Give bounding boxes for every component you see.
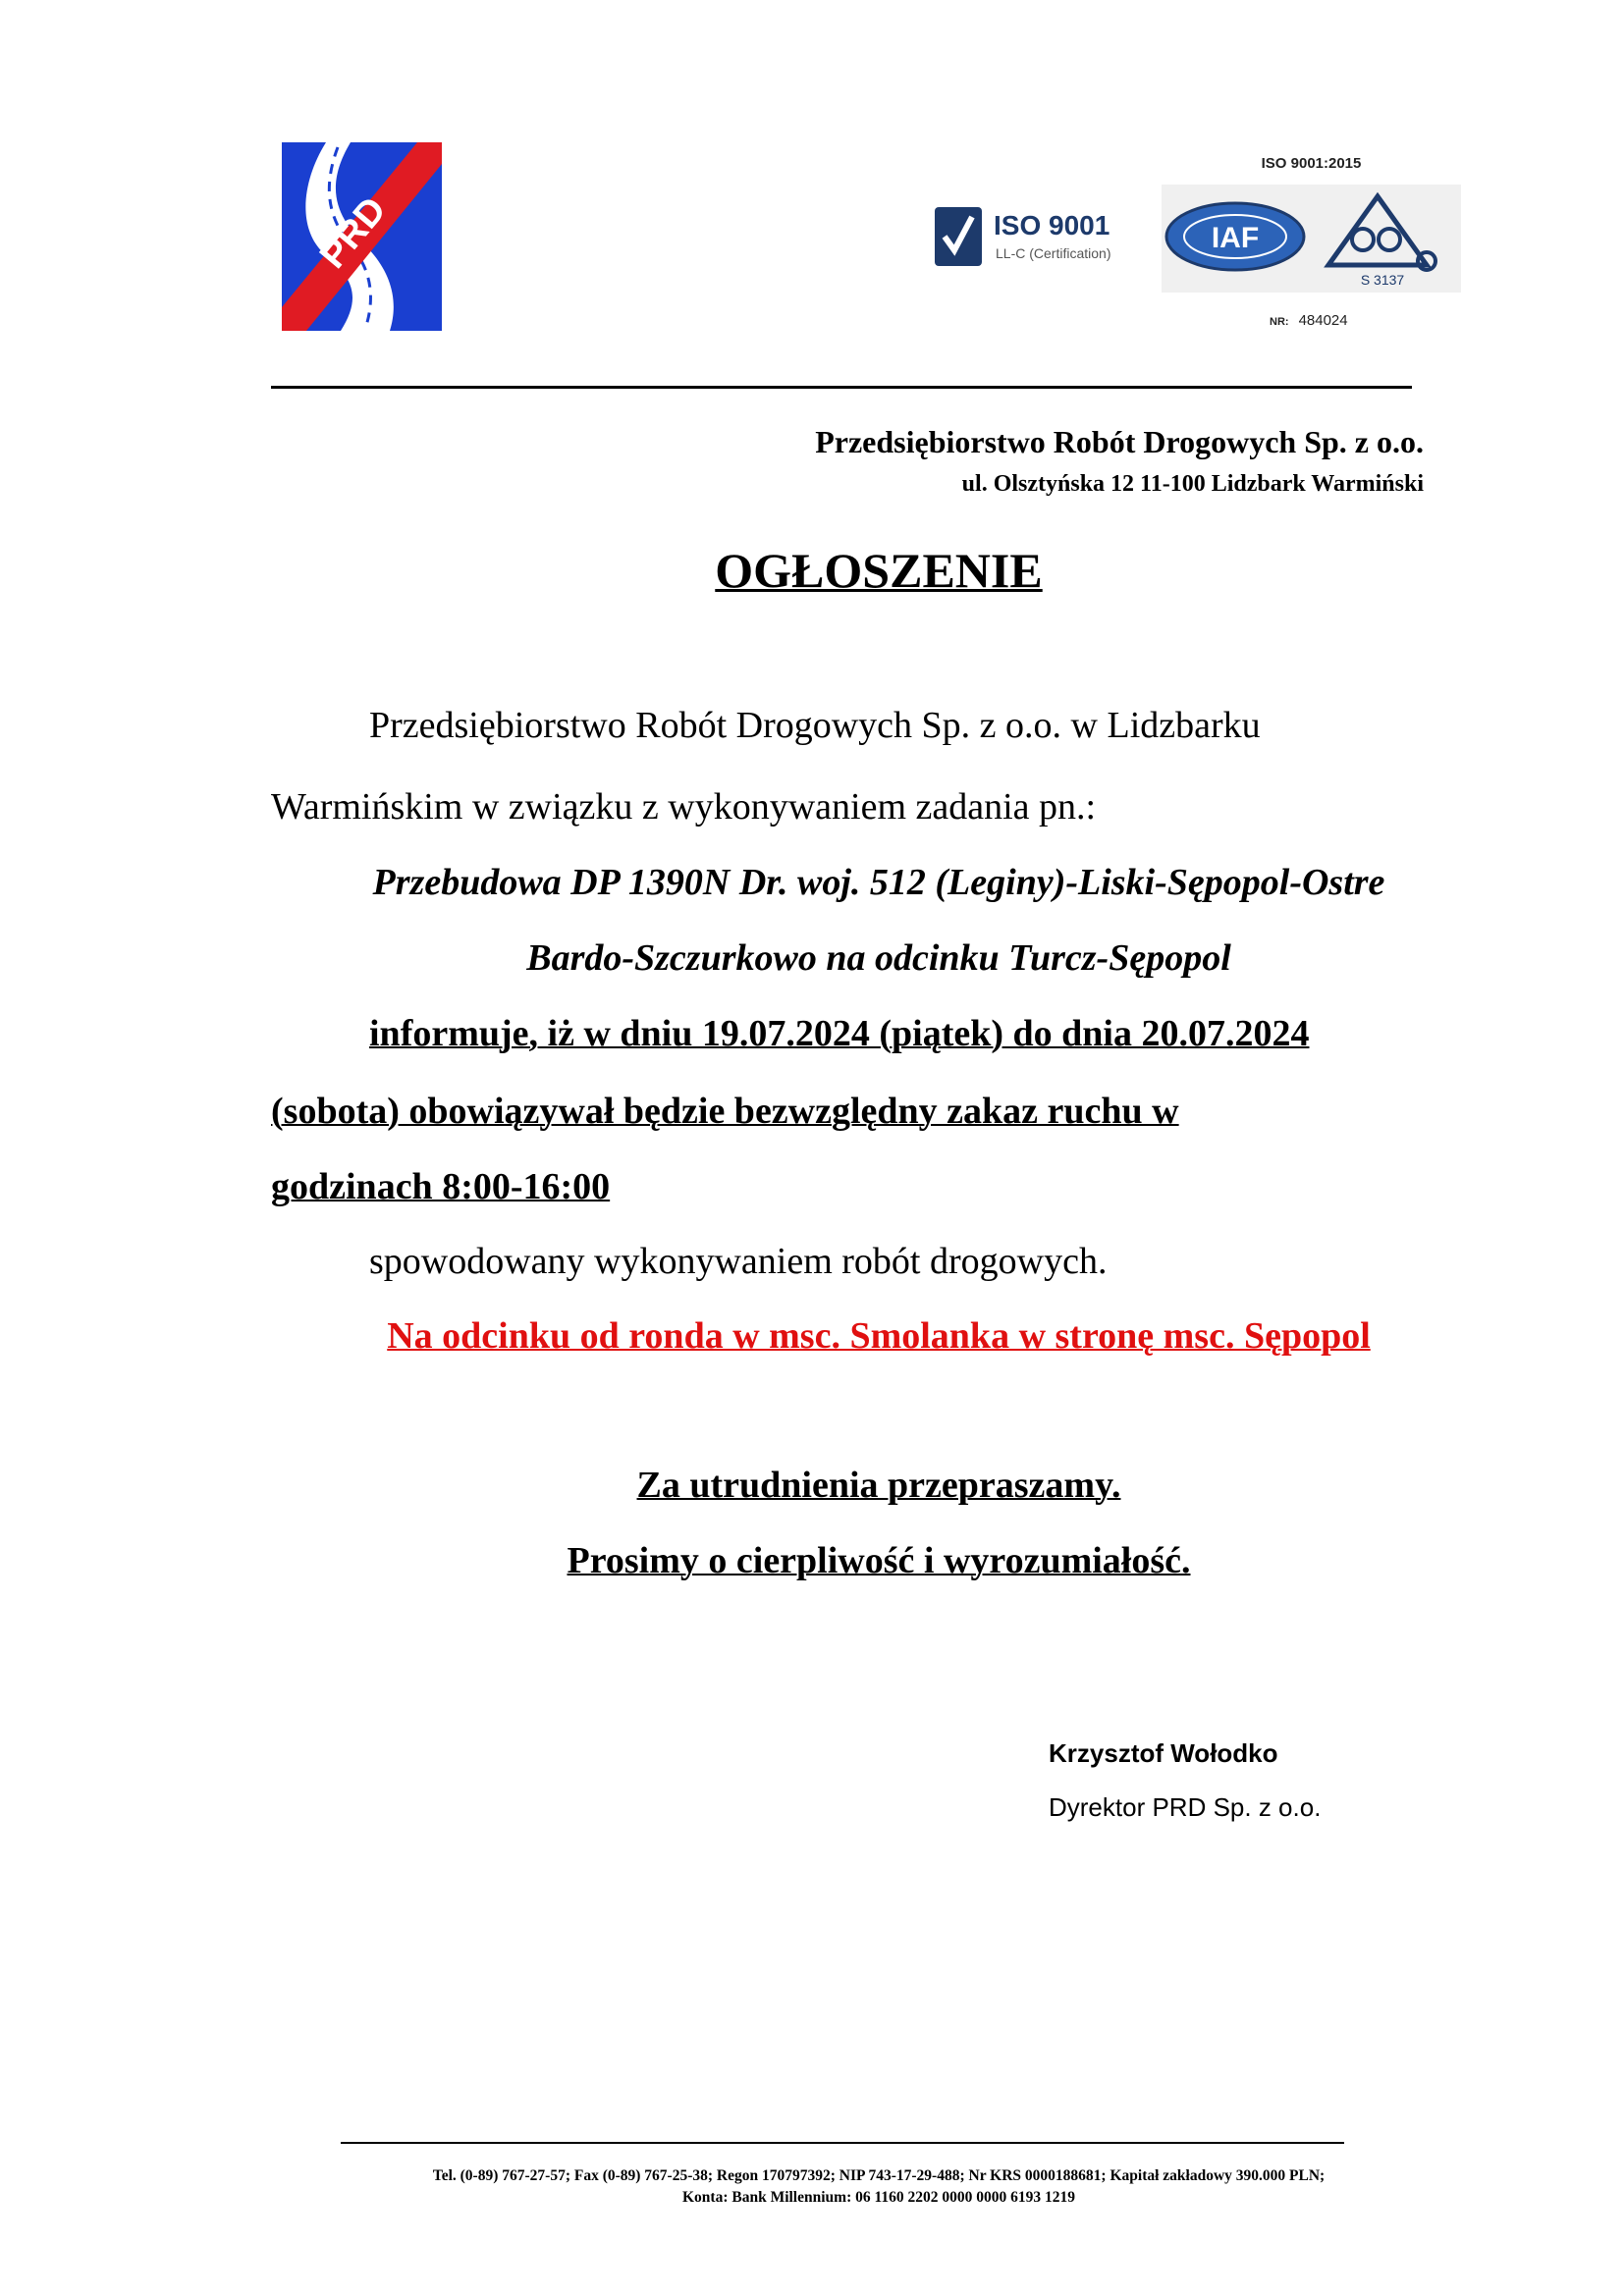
intro-line-1: Przedsiębiorstwo Robót Drogowych Sp. z o.o. w Lidzbarku xyxy=(369,705,1261,746)
page-title: OGŁOSZENIE xyxy=(715,543,1043,598)
task-name-line-2: Bardo-Szczurkowo na odcinku Turcz-Sępopol xyxy=(526,937,1231,979)
company-name: Przedsiębiorstwo Robót Drogowych Sp. z o.o. xyxy=(815,424,1424,459)
prd-logo xyxy=(282,142,442,331)
road-section-notice: Na odcinku od ronda w msc. Smolanka w stronę msc. Sępopol xyxy=(387,1315,1371,1357)
signatory-role: Dyrektor PRD Sp. z o.o. xyxy=(1049,1792,1322,1822)
certificate-value: 484024 xyxy=(1298,312,1348,329)
certificate-number xyxy=(1270,312,1348,329)
reason-text: spowodowany wykonywaniem robót drogowych. xyxy=(369,1241,1108,1282)
notice-line-2: (sobota) obowiązywał będzie bezwzględny zakaz ruchu w xyxy=(271,1091,1179,1132)
signatory-name: Krzysztof Wołodko xyxy=(1049,1738,1278,1768)
iso-badge-subtitle: LL-C (Certification) xyxy=(996,245,1111,261)
certificate-label: NR: xyxy=(1270,316,1289,328)
task-name-line-1: Przebudowa DP 1390N Dr. woj. 512 (Leginy)-Liski-Sępopol-Ostre xyxy=(372,862,1385,903)
iso-9001-badge xyxy=(933,203,1147,270)
iso-badge-title: ISO 9001 xyxy=(994,210,1110,240)
apology-text: Za utrudnienia przepraszamy. xyxy=(636,1465,1121,1506)
iaf-certification xyxy=(1162,155,1461,332)
company-address: ul. Olsztyńska 12 11-100 Lidzbark Warmiński xyxy=(961,471,1424,497)
intro-line-2: Warmińskim w związku z wykonywaniem zadania pn.: xyxy=(271,786,1097,828)
patience-text: Prosimy o cierpliwość i wyrozumiałość. xyxy=(567,1540,1191,1581)
notice-line-3: godzinach 8:00-16:00 xyxy=(271,1166,611,1207)
footer-contact: Tel. (0-89) 767-27-57; Fax (0-89) 767-25-38; Regon 170797392; NIP 743-17-29-488; Nr KRS 0000188681; Kapitał zakładowy 390.000 PLN; xyxy=(432,2167,1326,2184)
accreditation-code: S 3137 xyxy=(1360,272,1405,288)
notice-line-1: informuje, iż w dniu 19.07.2024 (piątek) do dnia 20.07.2024 xyxy=(369,1013,1310,1054)
footer-bank-account: Konta: Bank Millennium: 06 1160 2202 0000 0000 6193 1219 xyxy=(681,2189,1076,2206)
iaf-logo-text: IAF xyxy=(1211,222,1260,254)
header-divider xyxy=(271,386,1412,389)
footer-divider xyxy=(341,2142,1344,2144)
logo-text: PRD xyxy=(311,189,395,277)
iso-standard-label: ISO 9001:2015 xyxy=(1261,155,1362,172)
